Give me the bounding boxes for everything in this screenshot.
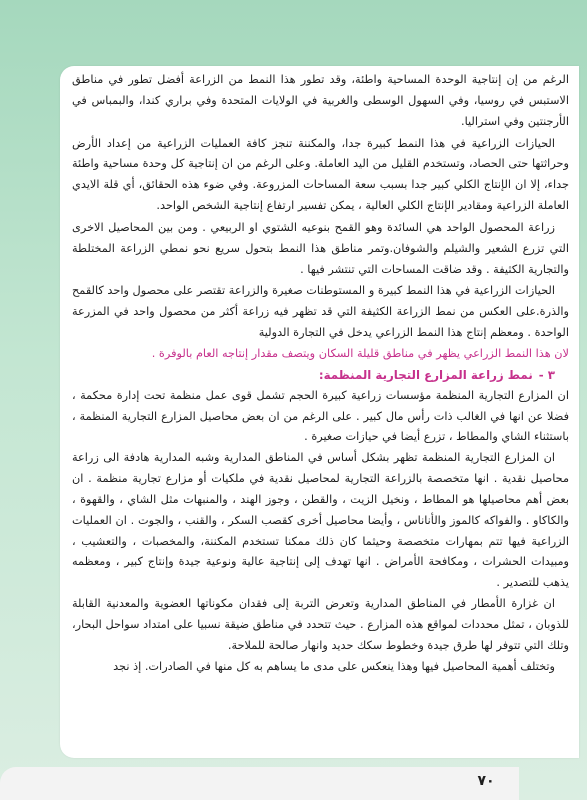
page-content [60, 66, 579, 677]
paragraph: ان غزارة الأمطار في المناطق المدارية وتعرض التربة إلى فقدان مكوناتها العضوية والمعدنية القابلة للذوبان ، تمثل محددات لمواقع هذه المزارع . حيث تتحدد في مناطق ضيقة نسبيا على امتداد سواحل البحار، وتلك التي تتوفر لها طرق جيدة وخطوط سكك حديد وانهار صالحة للملاحة. [72, 597, 569, 652]
highlighted-paragraph: لان هذا النمط الزراعي يظهر في مناطق قليلة السكان ويتصف مقدار إنتاجه العام بالوفرة . [151, 346, 569, 360]
section-title: نمط زراعة المزارع التجارية المنظمة: [318, 367, 533, 382]
footer-band [0, 767, 519, 800]
paragraph: الحيازات الزراعية في هذا النمط كبيرة جدا، والمكننة تنجز كافة العمليات الزراعية من إعداد الأرض وحراثتها حتى الحصاد، وتستخدم القليل من اليد العاملة. وعلى الرغم من ان إنتاجية كل وحدة مساحية واطئة جداء، إلا ان الإنتاج الكلي كبير جدا بسبب سعة المساحات المزروعة. وفي ضوء هذه الحقائق، أي قلة الايدي العاملة الزراعية ومقادير الإنتاج الكلي العالية ، يمكن تفسير ارتفاع إنتاجية الشخص الواحد. [72, 136, 569, 213]
paragraph: زراعة المحصول الواحد هي السائدة وهو القمح بنوعيه الشتوي او الربيعي . ومن بين المحاصيل الاخرى التي تزرع الشعير والشيلم والشوفان.وتمر مناطق هذا النمط بتحول سريع نحو نمطي الزراعة المختلطة والتجارية الكثيفة . وقد ضاقت المساحات التي تنتشر فيها . [72, 220, 569, 276]
paragraph: الحيازات الزراعية في هذا النمط كبيرة و المستوطنات صغيرة والزراعة تقتصر على محصول واحد كالقمح والذرة.على العكس من نمط الزراعة الكثيفة التي قد تظهر فيه زراعة أكثر من محصول واحد في المزرعة الواحدة . ومعظم إنتاج هذا النمط الزراعي يدخل في التجارة الدولية [72, 284, 569, 340]
paragraph: ان المزارع التجارية المنظمة مؤسسات زراعية كبيرة الحجم تشمل قوى عمل منظمة تحت إدارة محكمة ، فضلا عن انها في الغالب ذات رأس مال كبير . على الرغم من ان بعض محاصيل المزارع التجارية المنظمة ، باستثناء الشاي والمطاط ، تزرع أيضا في حيازات صغيرة . [72, 388, 569, 444]
paragraph: ان المزارع التجارية المنظمة تظهر بشكل أساس في المناطق المدارية وشبه المدارية هادفة الى زراعة محاصيل نقدية . انها متخصصة بالزراعة التجارية لمحاصيل نقدية في ملكيات أو مزارع تجارية منظمة . ان بعض أهم محاصيلها هو المطاط ، ونخيل الزيت ، والقطن ، وجوز الهند ، والمنبهات مثل الشاي ، والقهوة ، والكاكاو . والفواكه كالموز والأناناس ، وأيضا محاصيل أخرى كقصب السكر ، والقنب ، والجوت . ان العمليات الزراعية فيها تتم بمهارات متخصصة وحيثما كان ذلك ممكنا تستخدم المكننة، والمخصبات ، والتعشيب ، ومبيدات الحشرات ، ومكافحة الأمراض . انها تهدف إلى إنتاجية عالية ونوعية جيدة وإنتاج كبير ، ومعظمه يذهب للتصدير . [72, 451, 569, 590]
section-number: ٣ - [538, 367, 555, 382]
page-number: ٧٠ [477, 773, 495, 789]
paragraph: الرغم من إن إنتاجية الوحدة المساحية واطئة، وقد تطور هذا النمط من الزراعة أفضل تطور في مناطق الاستبس في روسيا، وفي السهول الوسطى والغربية في الولايات المتحدة وفي براري كندا، والبمباس في الأرجنتين وفي استراليا. [72, 73, 569, 128]
paragraph: وتختلف أهمية المحاصيل فيها وهذا ينعكس على مدى ما يساهم به كل منها في الصادرات. إذ نجد [113, 659, 555, 673]
section-heading [72, 365, 569, 386]
document-page [60, 66, 579, 758]
